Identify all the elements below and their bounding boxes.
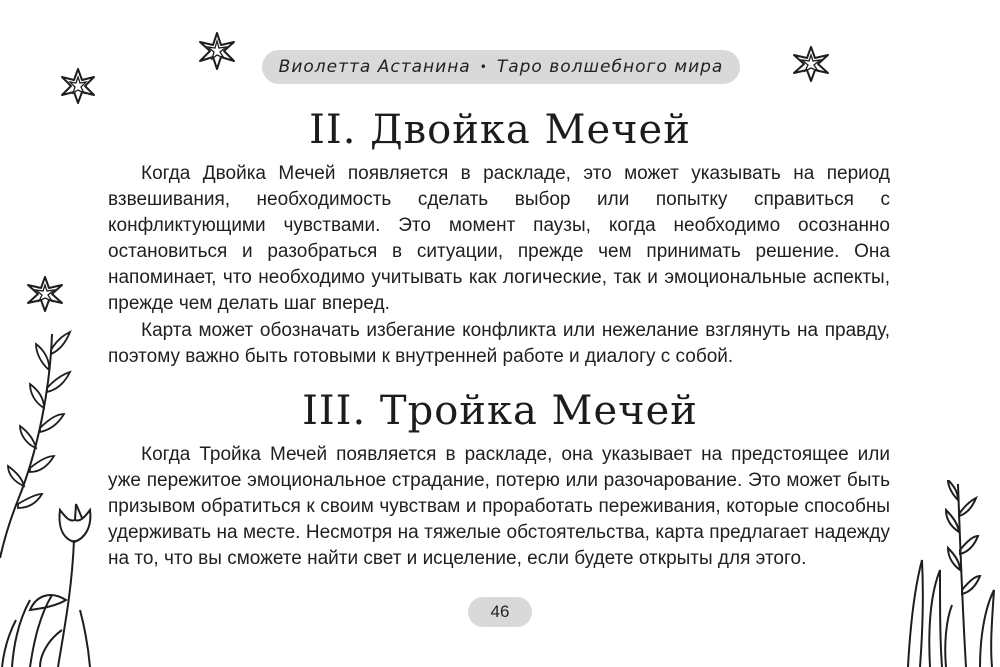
star-doodle-icon: [24, 274, 66, 314]
grass-blades-icon: [900, 480, 1000, 667]
star-doodle-icon: [790, 44, 832, 84]
tulip-flower-icon: [0, 500, 110, 667]
star-doodle-icon: [58, 66, 98, 106]
section-heading-two-of-swords: II. Двойка Мечей: [309, 107, 691, 153]
book-title: Таро волшебного мира: [496, 57, 724, 77]
section-heading-three-of-swords: III. Тройка Мечей: [302, 388, 698, 434]
paragraph: Когда Тройка Мечей появляется в раскладе, она указывает на предстоящее или уже пережитое эмоциональное страдание, потерю или разочарование. Это может быть призывом обратиться к своим чувствам и проработать переживания, которые способны удерживать на месте. Несмотря на тяжелые обстоятельства, карта предлагает надежду на то, что вы сможете найти свет и исцеление, если будете открыты для этого.: [108, 444, 890, 569]
paragraph: Карта может обозначать избегание конфликта или нежелание взглянуть на правду, поэтому важно быть готовыми к внутренней работе и диалогу с собой.: [108, 320, 890, 367]
author-name: Виолетта Астанина: [278, 57, 471, 77]
header-separator: •: [479, 60, 488, 74]
running-header: [262, 50, 740, 84]
paragraph: Когда Двойка Мечей появляется в раскладе, это может указывать на период взвешивания, необходимость сделать выбор или попытку справиться с конфликтующими чувствами. Это момент паузы, когда необходимо осознанно остановиться и разобраться в ситуации, прежде чем принимать решение. Она напоминает, что необходимо учитывать как логические, так и эмоциональные аспекты, прежде чем делать шаг вперед.: [108, 163, 890, 314]
page-number: 46: [468, 597, 532, 627]
star-doodle-icon: [196, 30, 238, 72]
